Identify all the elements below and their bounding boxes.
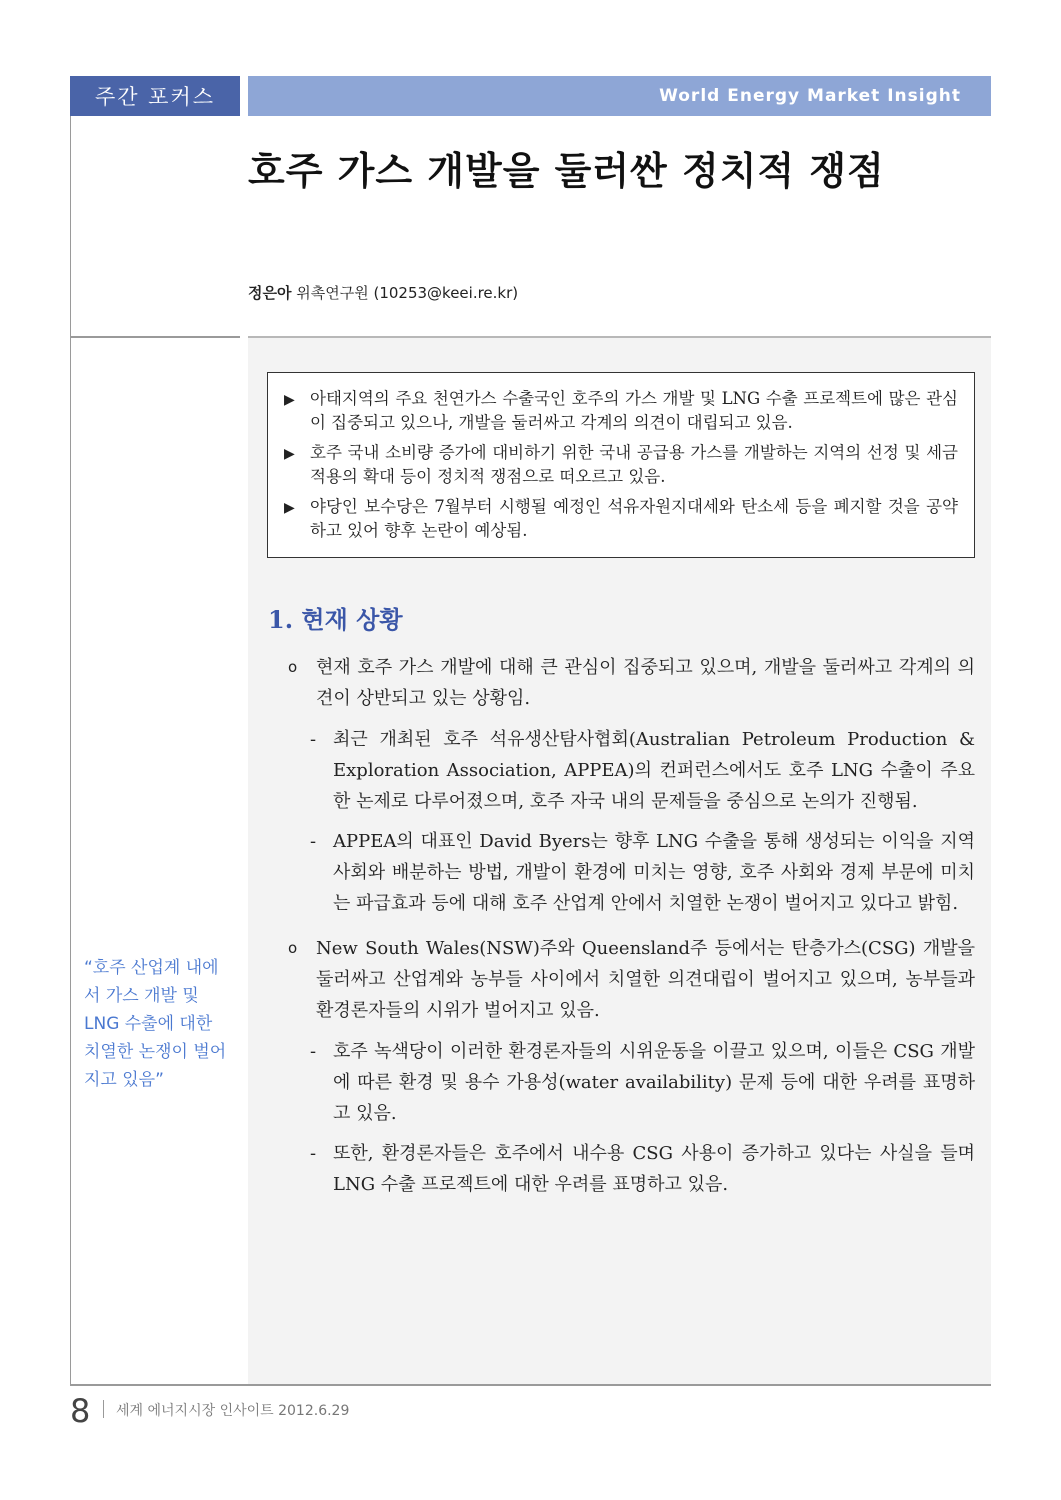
- summary-text: 호주 국내 소비량 증가에 대비하기 위한 국내 공급용 가스를 개발하는 지역의 선정 및 세금 적용의 확대 등이 정치적 쟁점으로 떠오르고 있음.: [310, 443, 958, 486]
- circle-bullet-icon: o: [288, 658, 298, 676]
- sub-text: 최근 개최된 호주 석유생산탐사협회(Australian Petroleum Production & Exploration Association, APPEA)의 컨퍼런스에서도 호주 LNG 수출이 주요한 논제로 다루어졌으며, 호주 자국 내의 문제들을 중심으로 논의가 진행됨.: [333, 729, 975, 812]
- summary-text: 아태지역의 주요 천연가스 수출국인 호주의 가스 개발 및 LNG 수출 프로젝트에 많은 관심이 집중되고 있으나, 개발을 둘러싸고 각계의 의견이 대립되고 있음.: [310, 389, 958, 432]
- bullet-text: 현재 호주 가스 개발에 대해 큰 관심이 집중되고 있으며, 개발을 둘러싸고 각계의 의견이 상반되고 있는 상황임.: [316, 657, 975, 709]
- byline: [248, 282, 518, 303]
- sub-item: [310, 1036, 975, 1129]
- triangle-right-icon: ▶: [284, 446, 295, 462]
- sub-item: [310, 724, 975, 817]
- summary-box: [267, 372, 975, 558]
- section-heading: 1. 현재 상황: [268, 605, 403, 634]
- footer-separator: [103, 1400, 104, 1418]
- footer-publication: 세계 에너지시장 인사이트 2012.6.29: [116, 1403, 350, 1419]
- left-border-line: [70, 116, 71, 1386]
- summary-item: [284, 441, 958, 489]
- page-number: 8: [70, 1392, 91, 1430]
- footer-divider: [70, 1384, 991, 1386]
- sub-text: APPEA의 대표인 David Byers는 향후 LNG 수출을 통해 생성되는 이익을 지역사회와 배분하는 방법, 개발이 환경에 미치는 영향, 호주 사회와 경제 부문에 미치는 파급효과 등에 대해 호주 산업계 안에서 치열한 논쟁이 벌어지고 있다고 밝힘.: [333, 831, 975, 914]
- dash-mark: -: [310, 1041, 317, 1062]
- summary-text: 야당인 보수당은 7월부터 시행될 예정인 석유자원지대세와 탄소세 등을 폐지할 것을 공약하고 있어 향후 논란이 예상됨.: [310, 497, 958, 540]
- article-body: [288, 652, 975, 1209]
- summary-item: [284, 495, 958, 543]
- triangle-right-icon: ▶: [284, 392, 295, 408]
- page-title: 호주 가스 개발을 둘러싼 정치적 쟁점: [248, 149, 885, 193]
- author-role: 위촉연구원 (10253@keei.re.kr): [296, 284, 519, 302]
- triangle-right-icon: ▶: [284, 500, 295, 516]
- dash-mark: -: [310, 729, 317, 750]
- pull-quote: “호주 산업계 내에서 가스 개발 및 LNG 수출에 대한 치열한 논쟁이 벌어지고 있음”: [84, 958, 227, 1090]
- bullet-item: [288, 652, 975, 714]
- bullet-item: [288, 933, 975, 1026]
- series-title: World Energy Market Insight: [659, 86, 961, 106]
- section-tag: 주간 포커스: [70, 76, 240, 116]
- circle-bullet-icon: o: [288, 939, 298, 957]
- bullet-text: New South Wales(NSW)주와 Queensland주 등에서는 탄층가스(CSG) 개발을 둘러싸고 산업계와 농부들 사이에서 치열한 의견대립이 벌어지고 있으며, 농부들과 환경론자들의 시위가 벌어지고 있음.: [316, 938, 975, 1021]
- summary-item: [284, 387, 958, 435]
- author-name: 정은아: [248, 284, 292, 302]
- series-title-bar: [248, 76, 991, 116]
- dash-mark: -: [310, 1143, 317, 1164]
- header-divider-left: [70, 336, 240, 338]
- dash-mark: -: [310, 831, 317, 852]
- sub-item: [310, 826, 975, 919]
- sub-text: 호주 녹색당이 이러한 환경론자들의 시위운동을 이끌고 있으며, 이들은 CSG 개발에 따른 환경 및 용수 가용성(water availability) 문제 등에 대한 우려를 표명하고 있음.: [333, 1041, 975, 1124]
- sub-item: [310, 1138, 975, 1200]
- sub-text: 또한, 환경론자들은 호주에서 내수용 CSG 사용이 증가하고 있다는 사실을 들며 LNG 수출 프로젝트에 대한 우려를 표명하고 있음.: [333, 1143, 975, 1195]
